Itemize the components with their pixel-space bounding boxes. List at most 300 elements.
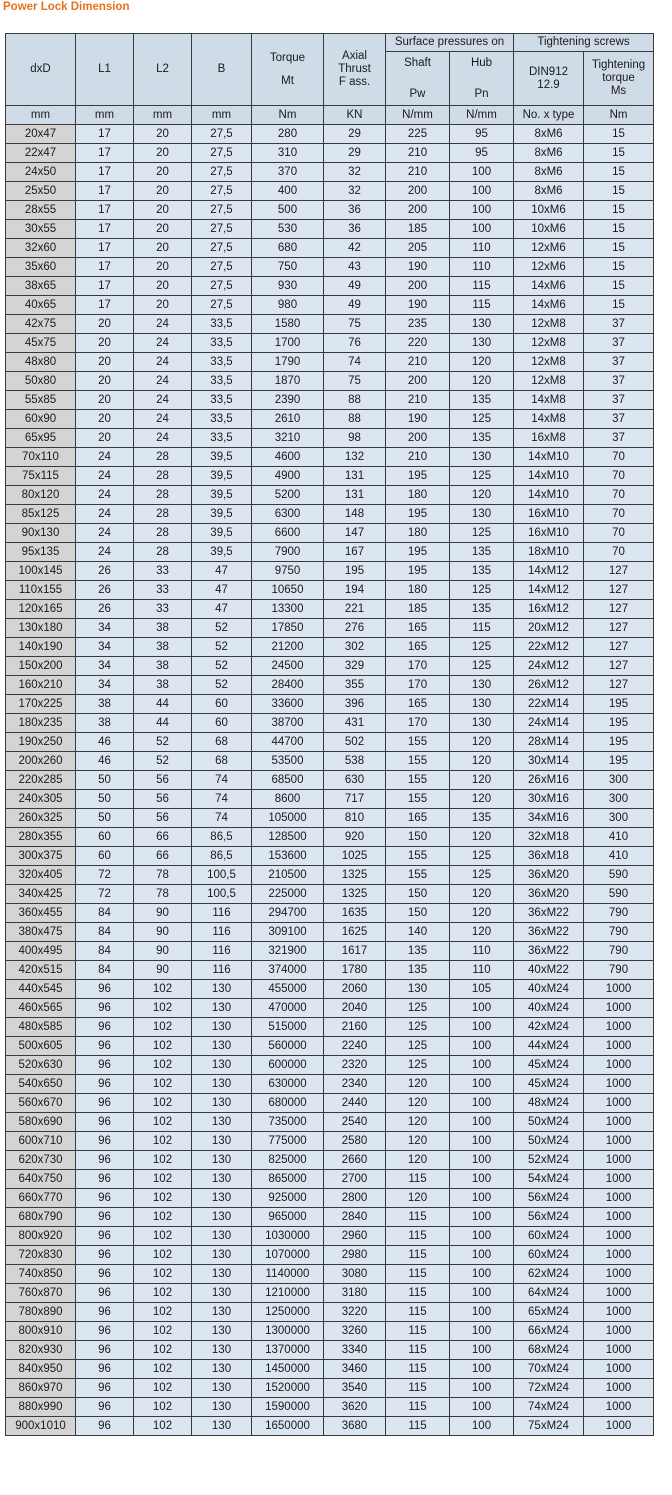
table-row <box>6 600 654 619</box>
table-cell: 110 <box>450 961 514 980</box>
table-cell: 96 <box>76 1284 134 1303</box>
table-cell: 135 <box>450 809 514 828</box>
table-cell: 56 <box>134 790 192 809</box>
table-cell: 20 <box>134 182 192 201</box>
table-cell: 27,5 <box>192 220 252 239</box>
table-cell: 105000 <box>252 809 324 828</box>
table-cell: 130 <box>192 1018 252 1037</box>
size-cell: 24x50 <box>6 163 76 182</box>
table-cell: 115 <box>386 1227 450 1246</box>
table-cell: 2700 <box>324 1170 386 1189</box>
table-cell: 680 <box>252 239 324 258</box>
table-row <box>6 1113 654 1132</box>
table-cell: 15 <box>584 163 654 182</box>
table-cell: 110 <box>450 942 514 961</box>
table-cell: 590 <box>584 866 654 885</box>
header-tq-line1: Tightening <box>591 59 646 71</box>
table-cell: 34 <box>76 619 134 638</box>
table-cell: 127 <box>584 676 654 695</box>
table-cell: 1000 <box>584 1265 654 1284</box>
table-cell: 18xM10 <box>514 543 584 562</box>
table-cell: 100 <box>450 1265 514 1284</box>
table-row <box>6 562 654 581</box>
table-cell: 72 <box>76 885 134 904</box>
table-cell: 100 <box>450 201 514 220</box>
table-cell: 130 <box>192 1151 252 1170</box>
table-cell: 1000 <box>584 1056 654 1075</box>
table-cell: 2340 <box>324 1075 386 1094</box>
size-cell: 150x200 <box>6 657 76 676</box>
table-cell: 52 <box>134 733 192 752</box>
table-cell: 1325 <box>324 866 386 885</box>
table-cell: 132 <box>324 448 386 467</box>
table-cell: 52 <box>134 752 192 771</box>
size-cell: 660x770 <box>6 1189 76 1208</box>
table-cell: 38 <box>134 657 192 676</box>
table-cell: 20 <box>134 220 192 239</box>
table-cell: 28 <box>134 467 192 486</box>
table-cell: 16xM12 <box>514 600 584 619</box>
table-cell: 115 <box>386 1303 450 1322</box>
table-cell: 135 <box>450 600 514 619</box>
table-cell: 17 <box>76 277 134 296</box>
table-cell: 200 <box>386 182 450 201</box>
table-cell: 24 <box>134 315 192 334</box>
table-cell: 27,5 <box>192 125 252 144</box>
table-cell: 125 <box>450 581 514 600</box>
size-cell: 480x585 <box>6 1018 76 1037</box>
table-cell: 12xM8 <box>514 372 584 391</box>
table-cell: 130 <box>192 1398 252 1417</box>
table-cell: 96 <box>76 1341 134 1360</box>
size-cell: 320x405 <box>6 866 76 885</box>
table-cell: 56xM24 <box>514 1189 584 1208</box>
table-cell: 148 <box>324 505 386 524</box>
table-cell: 1250000 <box>252 1303 324 1322</box>
table-cell: 135 <box>450 543 514 562</box>
table-cell: 33,5 <box>192 391 252 410</box>
size-cell: 640x750 <box>6 1170 76 1189</box>
table-cell: 200 <box>386 277 450 296</box>
table-cell: 120 <box>450 790 514 809</box>
table-row <box>6 923 654 942</box>
table-cell: 116 <box>192 961 252 980</box>
table-cell: 100,5 <box>192 885 252 904</box>
table-cell: 14xM6 <box>514 277 584 296</box>
table-cell: 39,5 <box>192 505 252 524</box>
table-cell: 115 <box>386 1170 450 1189</box>
table-cell: 50 <box>76 790 134 809</box>
table-cell: 920 <box>324 828 386 847</box>
table-cell: 1070000 <box>252 1246 324 1265</box>
table-cell: 200 <box>386 429 450 448</box>
table-cell: 195 <box>584 714 654 733</box>
size-cell: 680x790 <box>6 1208 76 1227</box>
header-tq-line3: Ms <box>610 85 627 97</box>
table-cell: 170 <box>386 676 450 695</box>
table-cell: 100 <box>450 999 514 1018</box>
table-cell: 88 <box>324 391 386 410</box>
table-cell: 2800 <box>324 1189 386 1208</box>
table-cell: 8xM6 <box>514 125 584 144</box>
table-cell: 90 <box>134 942 192 961</box>
table-cell: 2580 <box>324 1132 386 1151</box>
table-cell: 100 <box>450 1379 514 1398</box>
table-cell: 90 <box>134 923 192 942</box>
table-cell: 9750 <box>252 562 324 581</box>
table-cell: 24xM14 <box>514 714 584 733</box>
table-cell: 102 <box>134 1379 192 1398</box>
table-row <box>6 657 654 676</box>
table-cell: 115 <box>386 1284 450 1303</box>
table-cell: 37 <box>584 410 654 429</box>
table-cell: 36xM20 <box>514 866 584 885</box>
size-cell: 740x850 <box>6 1265 76 1284</box>
table-row <box>6 144 654 163</box>
table-cell: 100 <box>450 1341 514 1360</box>
table-cell: 17 <box>76 201 134 220</box>
table-cell: 60 <box>192 714 252 733</box>
size-cell: 85x125 <box>6 505 76 524</box>
table-cell: 34 <box>76 638 134 657</box>
table-cell: 36xM22 <box>514 942 584 961</box>
table-row <box>6 1132 654 1151</box>
header-hub-line2: Pn <box>474 87 489 100</box>
table-cell: 127 <box>584 600 654 619</box>
header-axial-thrust <box>324 34 386 106</box>
table-cell: 17 <box>76 258 134 277</box>
size-cell: 620x730 <box>6 1151 76 1170</box>
table-cell: 84 <box>76 923 134 942</box>
table-cell: 100 <box>450 1303 514 1322</box>
table-cell: 130 <box>192 1094 252 1113</box>
unit-cell: No. x type <box>514 106 584 125</box>
header-b <box>192 34 252 106</box>
table-cell: 116 <box>192 942 252 961</box>
size-cell: 20x47 <box>6 125 76 144</box>
page-title: Power Lock Dimension <box>3 1 130 13</box>
table-cell: 39,5 <box>192 448 252 467</box>
table-cell: 2840 <box>324 1208 386 1227</box>
table-cell: 190 <box>386 410 450 429</box>
table-cell: 150 <box>386 904 450 923</box>
size-cell: 120x165 <box>6 600 76 619</box>
table-cell: 127 <box>584 657 654 676</box>
table-cell: 210 <box>386 144 450 163</box>
table-cell: 5200 <box>252 486 324 505</box>
table-cell: 26 <box>76 600 134 619</box>
table-cell: 130 <box>192 999 252 1018</box>
table-row <box>6 1303 654 1322</box>
table-row <box>6 828 654 847</box>
table-cell: 28 <box>134 543 192 562</box>
table-cell: 100 <box>450 1094 514 1113</box>
table-cell: 100 <box>450 1189 514 1208</box>
table-cell: 15 <box>584 296 654 315</box>
table-cell: 20 <box>76 429 134 448</box>
table-row <box>6 239 654 258</box>
table-cell: 130 <box>386 980 450 999</box>
table-cell: 370 <box>252 163 324 182</box>
table-cell: 52 <box>192 619 252 638</box>
table-cell: 1000 <box>584 999 654 1018</box>
table-cell: 33600 <box>252 695 324 714</box>
table-cell: 14xM10 <box>514 448 584 467</box>
table-cell: 2240 <box>324 1037 386 1056</box>
table-cell: 36 <box>324 201 386 220</box>
table-cell: 24 <box>134 353 192 372</box>
header-torque-line2: Mt <box>281 74 294 87</box>
table-cell: 235 <box>386 315 450 334</box>
table-cell: 130 <box>192 1227 252 1246</box>
table-cell: 630000 <box>252 1075 324 1094</box>
table-cell: 29 <box>324 144 386 163</box>
table-cell: 150 <box>386 828 450 847</box>
size-cell: 600x710 <box>6 1132 76 1151</box>
table-cell: 16xM10 <box>514 524 584 543</box>
table-cell: 32xM18 <box>514 828 584 847</box>
table-cell: 3340 <box>324 1341 386 1360</box>
table-cell: 210500 <box>252 866 324 885</box>
table-cell: 170 <box>386 714 450 733</box>
table-cell: 135 <box>450 562 514 581</box>
table-cell: 56 <box>134 809 192 828</box>
table-cell: 115 <box>450 277 514 296</box>
table-cell: 24 <box>76 486 134 505</box>
size-cell: 55x85 <box>6 391 76 410</box>
size-cell: 840x950 <box>6 1360 76 1379</box>
table-cell: 115 <box>386 1398 450 1417</box>
table-cell: 20 <box>76 315 134 334</box>
table-cell: 102 <box>134 1208 192 1227</box>
table-cell: 135 <box>386 942 450 961</box>
table-cell: 98 <box>324 429 386 448</box>
table-cell: 96 <box>76 1151 134 1170</box>
table-cell: 60 <box>76 828 134 847</box>
table-cell: 20 <box>76 353 134 372</box>
table-row <box>6 942 654 961</box>
unit-cell: mm <box>6 106 76 125</box>
table-cell: 96 <box>76 1113 134 1132</box>
table-cell: 120 <box>386 1151 450 1170</box>
table-cell: 125 <box>386 1018 450 1037</box>
table-cell: 120 <box>386 1189 450 1208</box>
table-cell: 3680 <box>324 1417 386 1436</box>
table-cell: 32 <box>324 182 386 201</box>
table-cell: 33,5 <box>192 315 252 334</box>
table-cell: 515000 <box>252 1018 324 1037</box>
table-cell: 125 <box>450 467 514 486</box>
unit-cell: Nm <box>584 106 654 125</box>
table-cell: 130 <box>192 1246 252 1265</box>
table-cell: 210 <box>386 448 450 467</box>
unit-cell: N/mm <box>450 106 514 125</box>
table-row <box>6 1170 654 1189</box>
table-cell: 20 <box>134 277 192 296</box>
table-cell: 37 <box>584 315 654 334</box>
size-cell: 190x250 <box>6 733 76 752</box>
header-tq-line2: torque <box>602 72 635 84</box>
table-cell: 30xM14 <box>514 752 584 771</box>
table-cell: 115 <box>386 1322 450 1341</box>
table-row <box>6 201 654 220</box>
size-cell: 800x920 <box>6 1227 76 1246</box>
table-cell: 195 <box>386 467 450 486</box>
table-cell: 49 <box>324 296 386 315</box>
table-cell: 44 <box>134 714 192 733</box>
table-cell: 40xM24 <box>514 999 584 1018</box>
units-row <box>6 106 654 125</box>
table-cell: 29 <box>324 125 386 144</box>
table-cell: 75xM24 <box>514 1417 584 1436</box>
table-cell: 102 <box>134 1398 192 1417</box>
table-cell: 74 <box>192 790 252 809</box>
table-cell: 3620 <box>324 1398 386 1417</box>
size-cell: 900x1010 <box>6 1417 76 1436</box>
table-cell: 125 <box>450 410 514 429</box>
table-cell: 1325 <box>324 885 386 904</box>
table-cell: 280 <box>252 125 324 144</box>
table-cell: 1000 <box>584 1227 654 1246</box>
table-cell: 90 <box>134 904 192 923</box>
table-cell: 1370000 <box>252 1341 324 1360</box>
table-row <box>6 353 654 372</box>
table-cell: 36xM18 <box>514 847 584 866</box>
table-cell: 72 <box>76 866 134 885</box>
header-surface-pressures <box>386 34 514 52</box>
table-cell: 180 <box>386 581 450 600</box>
table-cell: 75 <box>324 315 386 334</box>
table-cell: 20 <box>134 125 192 144</box>
table-cell: 300 <box>584 771 654 790</box>
table-cell: 135 <box>386 961 450 980</box>
size-cell: 180x235 <box>6 714 76 733</box>
table-cell: 15 <box>584 239 654 258</box>
table-cell: 1000 <box>584 1360 654 1379</box>
table-cell: 50xM24 <box>514 1132 584 1151</box>
table-cell: 300 <box>584 809 654 828</box>
table-cell: 10xM6 <box>514 201 584 220</box>
table-cell: 110 <box>450 239 514 258</box>
table-cell: 115 <box>386 1246 450 1265</box>
table-cell: 309100 <box>252 923 324 942</box>
table-cell: 14xM12 <box>514 562 584 581</box>
table-row <box>6 1018 654 1037</box>
table-row <box>6 220 654 239</box>
table-cell: 102 <box>134 1189 192 1208</box>
size-cell: 90x130 <box>6 524 76 543</box>
table-cell: 125 <box>386 1056 450 1075</box>
table-row <box>6 752 654 771</box>
table-row <box>6 315 654 334</box>
table-cell: 100 <box>450 1018 514 1037</box>
table-cell: 100 <box>450 1322 514 1341</box>
table-cell: 130 <box>450 448 514 467</box>
table-cell: 120 <box>450 733 514 752</box>
table-cell: 400 <box>252 182 324 201</box>
size-cell: 800x910 <box>6 1322 76 1341</box>
table-cell: 75 <box>324 372 386 391</box>
table-row <box>6 125 654 144</box>
header-thrust-line3: F ass. <box>338 76 371 88</box>
header-dxd <box>6 34 76 106</box>
table-cell: 165 <box>386 809 450 828</box>
table-cell: 52 <box>192 638 252 657</box>
table-cell: 102 <box>134 1132 192 1151</box>
header-tightening-torque <box>584 52 654 106</box>
table-cell: 66xM24 <box>514 1322 584 1341</box>
table-cell: 790 <box>584 923 654 942</box>
header-hub <box>450 52 514 106</box>
table-cell: 95 <box>450 144 514 163</box>
table-cell: 33 <box>134 581 192 600</box>
table-cell: 84 <box>76 904 134 923</box>
table-cell: 26 <box>76 562 134 581</box>
table-cell: 120 <box>450 904 514 923</box>
table-row <box>6 771 654 790</box>
table-cell: 180 <box>386 486 450 505</box>
header-screws-label: Tightening screws <box>537 36 630 48</box>
table-cell: 2660 <box>324 1151 386 1170</box>
table-cell: 1000 <box>584 1094 654 1113</box>
table-cell: 115 <box>386 1379 450 1398</box>
size-cell: 880x990 <box>6 1398 76 1417</box>
table-cell: 100 <box>450 1113 514 1132</box>
table-cell: 60 <box>76 847 134 866</box>
table-cell: 1000 <box>584 1246 654 1265</box>
table-cell: 115 <box>386 1341 450 1360</box>
table-cell: 1000 <box>584 1322 654 1341</box>
table-cell: 130 <box>192 1379 252 1398</box>
table-cell: 300 <box>584 790 654 809</box>
table-cell: 30xM16 <box>514 790 584 809</box>
table-cell: 47 <box>192 600 252 619</box>
table-cell: 115 <box>386 1417 450 1436</box>
table-cell: 17850 <box>252 619 324 638</box>
table-cell: 130 <box>450 505 514 524</box>
size-cell: 70x110 <box>6 448 76 467</box>
table-row <box>6 1246 654 1265</box>
table-cell: 102 <box>134 980 192 999</box>
table-cell: 190 <box>386 258 450 277</box>
table-cell: 130 <box>192 1417 252 1436</box>
table-cell: 74 <box>324 353 386 372</box>
table-cell: 102 <box>134 1227 192 1246</box>
table-cell: 52 <box>192 676 252 695</box>
table-cell: 26 <box>76 581 134 600</box>
table-cell: 120 <box>386 1094 450 1113</box>
table-cell: 128500 <box>252 828 324 847</box>
table-cell: 1025 <box>324 847 386 866</box>
table-cell: 24 <box>134 391 192 410</box>
table-cell: 431 <box>324 714 386 733</box>
table-cell: 96 <box>76 1246 134 1265</box>
table-cell: 165 <box>386 638 450 657</box>
table-cell: 16xM10 <box>514 505 584 524</box>
table-cell: 66 <box>134 847 192 866</box>
table-cell: 6600 <box>252 524 324 543</box>
table-cell: 70 <box>584 448 654 467</box>
unit-cell: mm <box>192 106 252 125</box>
table-cell: 130 <box>450 695 514 714</box>
table-cell: 37 <box>584 429 654 448</box>
table-cell: 52xM24 <box>514 1151 584 1170</box>
table-cell: 210 <box>386 163 450 182</box>
table-cell: 84 <box>76 961 134 980</box>
header-torque <box>252 34 324 106</box>
table-cell: 15 <box>584 277 654 296</box>
table-cell: 24 <box>76 543 134 562</box>
